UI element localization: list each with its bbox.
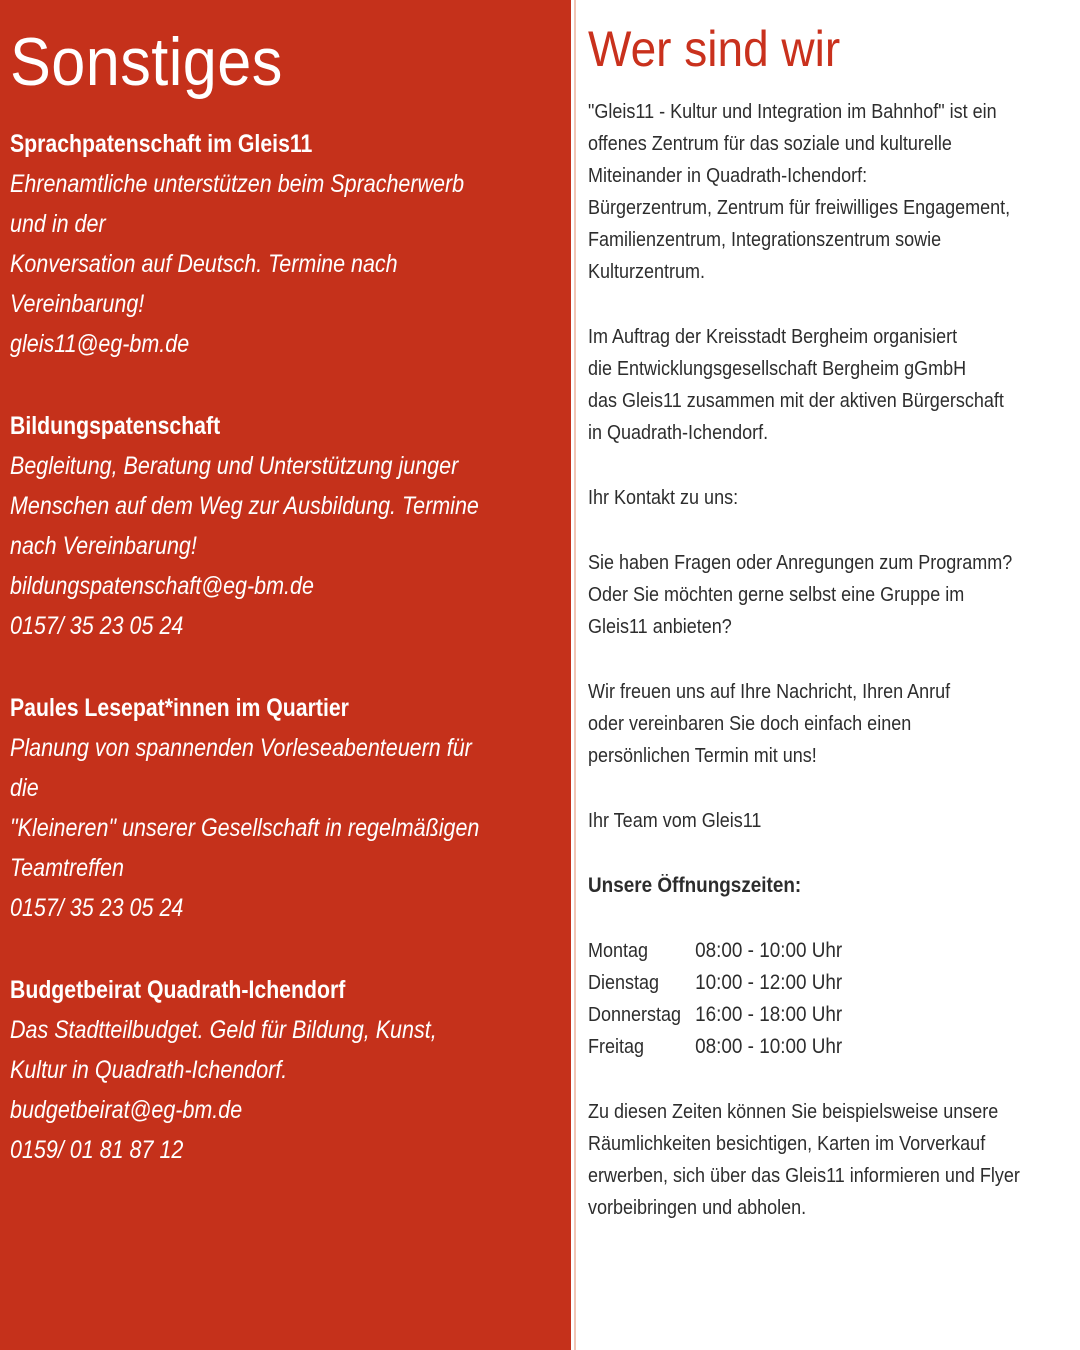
hours-row (588, 967, 1025, 999)
paragraph-kontakt (588, 482, 1074, 514)
paragraph-line: "Gleis11 - Kultur und Integration im Bahnhof" ist ein (588, 101, 997, 123)
section-line: Vereinbarung! (10, 290, 145, 318)
section-line: die (10, 774, 39, 802)
paragraph-line: Bürgerzentrum, Zentrum für freiwilliges Engagement, (588, 197, 1011, 219)
right-column (571, 0, 1080, 1350)
day-label: Donnerstag (588, 1004, 682, 1026)
email-text: bildungspatenschaft@eg-bm.de (10, 572, 314, 600)
paragraph-line: Ihr Team vom Gleis11 (588, 810, 762, 832)
paragraph-auftrag (588, 321, 1074, 449)
section-line: und in der (10, 210, 106, 238)
time-label: 16:00 - 18:00 Uhr (695, 1003, 843, 1026)
opening-hours-table (588, 935, 1074, 1063)
paragraph-line: Ihr Kontakt zu uns: (588, 487, 739, 509)
opening-hours-heading: Unsere Öffnungszeiten: (588, 874, 802, 897)
section-line: "Kleineren" unserer Gesellschaft in regelmäßigen (10, 814, 480, 842)
day-label: Dienstag (588, 972, 660, 994)
hours-row (588, 999, 1025, 1031)
paragraph-line: Zu diesen Zeiten können Sie beispielsweise unsere (588, 1101, 999, 1123)
phone-text: 0159/ 01 81 87 12 (10, 1136, 184, 1164)
paragraph-line: die Entwicklungsgesellschaft Bergheim gGmbH (588, 358, 967, 380)
paragraph-line: Miteinander in Quadrath-Ichendorf: (588, 165, 868, 187)
email-text: budgetbeirat@eg-bm.de (10, 1096, 243, 1124)
paragraph-line: Kulturzentrum. (588, 261, 706, 283)
left-column-title: Sonstiges (10, 24, 283, 100)
section-line: Konversation auf Deutsch. Termine nach (10, 250, 398, 278)
hours-row (588, 1031, 1025, 1063)
paragraph-line: vorbeibringen und abholen. (588, 1197, 807, 1219)
paragraph-line: erwerben, sich über das Gleis11 informieren und Flyer (588, 1165, 1020, 1187)
paragraph-line: Wir freuen uns auf Ihre Nachricht, Ihren Anruf (588, 681, 951, 703)
section-line: Ehrenamtliche unterstützen beim Spracherwerb (10, 170, 465, 198)
paragraph-line: das Gleis11 zusammen mit der aktiven Bürgerschaft (588, 390, 1004, 412)
paragraph-line: Im Auftrag der Kreisstadt Bergheim organisiert (588, 326, 958, 348)
hours-row (588, 935, 1025, 967)
paragraph-line: persönlichen Termin mit uns! (588, 745, 817, 767)
paragraph-fragen (588, 547, 1074, 643)
paragraph-line: Sie haben Fragen oder Anregungen zum Programm? (588, 552, 1013, 574)
section-heading: Bildungspatenschaft (10, 412, 221, 440)
section-line: Planung von spannenden Vorleseabenteuern für (10, 734, 472, 762)
email-text: gleis11@eg-bm.de (10, 330, 190, 358)
phone-text: 0157/ 35 23 05 24 (10, 612, 184, 640)
section-line: nach Vereinbarung! (10, 532, 197, 560)
paragraph-line: in Quadrath-Ichendorf. (588, 422, 769, 444)
paragraph-line: Gleis11 anbieten? (588, 616, 732, 638)
section-budgetbeirat (10, 970, 553, 1170)
section-bildungspatenschaft (10, 406, 553, 646)
paragraph-nachricht (588, 676, 1074, 772)
paragraph-line: Räumlichkeiten besichtigen, Karten im Vorverkauf (588, 1133, 986, 1155)
section-line: Das Stadtteilbudget. Geld für Bildung, Kunst, (10, 1016, 437, 1044)
day-label: Montag (588, 940, 649, 962)
section-heading: Paules Lesepat*innen im Quartier (10, 694, 349, 722)
paragraph-closing (588, 1096, 1074, 1224)
section-line: Teamtreffen (10, 854, 124, 882)
section-lesepatinnen (10, 688, 553, 928)
section-line: Menschen auf dem Weg zur Ausbildung. Termine (10, 492, 479, 520)
section-heading: Budgetbeirat Quadrath-Ichendorf (10, 976, 346, 1004)
section-heading: Sprachpatenschaft im Gleis11 (10, 130, 313, 158)
phone-text: 0157/ 35 23 05 24 (10, 894, 184, 922)
time-label: 08:00 - 10:00 Uhr (695, 1035, 843, 1058)
paragraph-team (588, 805, 1074, 837)
day-label: Freitag (588, 1036, 645, 1058)
time-label: 08:00 - 10:00 Uhr (695, 939, 843, 962)
section-line: Kultur in Quadrath-Ichendorf. (10, 1056, 288, 1084)
paragraph-intro (588, 96, 1074, 288)
section-sprachpatenschaft (10, 124, 553, 364)
paragraph-line: Oder Sie möchten gerne selbst eine Gruppe im (588, 584, 965, 606)
section-line: Begleitung, Beratung und Unterstützung junger (10, 452, 459, 480)
paragraph-line: oder vereinbaren Sie doch einfach einen (588, 713, 912, 735)
right-column-title: Wer sind wir (588, 21, 841, 77)
paragraph-line: Familienzentrum, Integrationszentrum sowie (588, 229, 942, 251)
time-label: 10:00 - 12:00 Uhr (695, 971, 843, 994)
paragraph-line: offenes Zentrum für das soziale und kulturelle (588, 133, 952, 155)
